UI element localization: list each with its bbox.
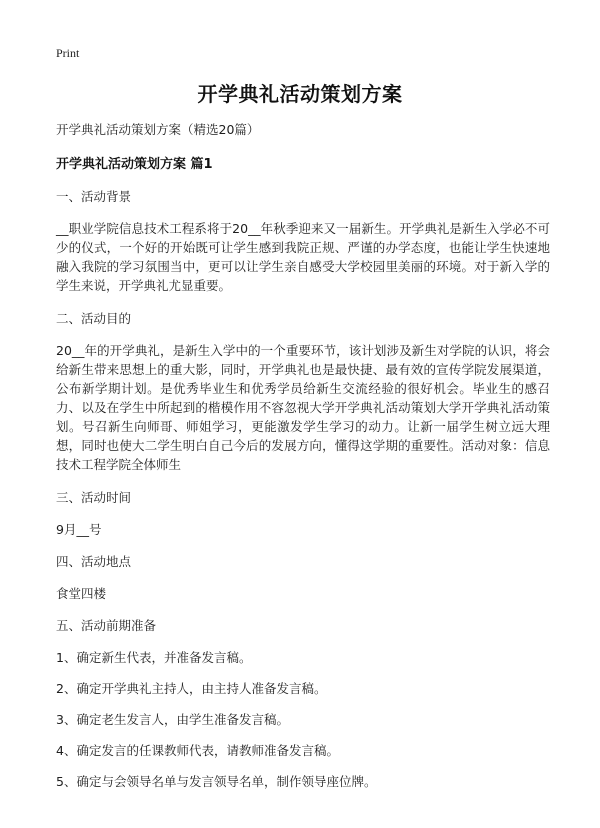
time-text: 9月__号 [56, 522, 102, 537]
location-text: 食堂四楼 [56, 586, 107, 601]
document-content [56, 120, 550, 803]
time-heading: 三、活动时间 [56, 490, 132, 505]
list-item: 5、确定与会领导名单与发言领导名单，制作领导座位牌。 [56, 774, 377, 789]
list-item: 3、确定老生发言人，由学生准备发言稿。 [56, 712, 289, 727]
background-text: __职业学院信息技术工程系将于20__年秋季迎来又一届新生。开学典礼是新生入学必不可少的仪式，一个好的开始既可让学生感到我院正规、严谨的办学态度，也能让学生快速地融入我院的学习氛围当中，更可以让学生亲自感受大学校园里美丽的环境。对于新入学的学生来说，开学典礼尤显重要。 [56, 221, 550, 293]
list-item: 2、确定开学典礼主持人，由主持人准备发言稿。 [56, 681, 327, 696]
list-item: 4、确定发言的任课教师代表，请教师准备发言稿。 [56, 743, 339, 758]
location-heading: 四、活动地点 [56, 554, 132, 569]
background-heading: 一、活动背景 [56, 189, 132, 204]
section-title: 开学典礼活动策划方案 篇1 [56, 157, 213, 172]
list-item: 1、确定新生代表，并准备发言稿。 [56, 650, 252, 665]
print-label[interactable]: Print [56, 46, 80, 60]
prep-heading: 五、活动前期准备 [56, 618, 157, 633]
purpose-text: 20__年的开学典礼，是新生入学中的一个重要环节，该计划涉及新生对学院的认识，将会给新生带来思想上的重大影，同时，开学典礼也是最快捷、最有效的宣传学院发展渠道，公布新学期计划。是优秀毕业生和优秀学员给新生交流经验的很好机会。毕业生的感召力、以及在学生中所起到的楷模作用不容忽视大学开学典礼活动策划大学开学典礼活动策划。号召新生向师哥、师姐学习，更能激发学生学习的动力。让新一届学生树立远大理想，同时也使大二学生明白自己今后的发展方向，懂得这学期的重要性。活动对象：信息技术工程学院全体师生 [56, 343, 550, 472]
purpose-heading: 二、活动目的 [56, 311, 132, 326]
document-subtitle: 开学典礼活动策划方案（精选20篇） [56, 122, 260, 137]
page-title: 开学典礼活动策划方案 [197, 82, 403, 106]
